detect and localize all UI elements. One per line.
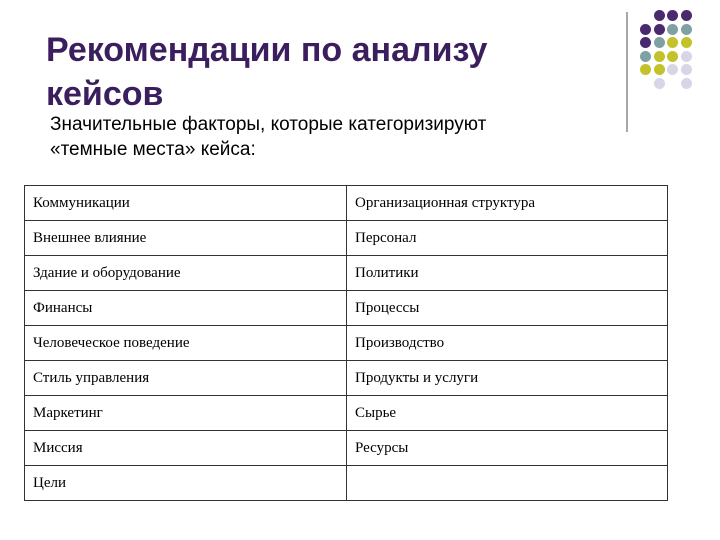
decorative-dot xyxy=(667,64,678,75)
decorative-dot xyxy=(667,10,678,21)
slide-title-line-1: Рекомендации по анализу xyxy=(46,31,488,69)
decorative-dot xyxy=(654,78,665,89)
table-row xyxy=(25,396,668,431)
table-cell-left: Финансы xyxy=(25,291,347,326)
decorative-dot-grid xyxy=(640,10,720,120)
table-cell-left: Коммуникации xyxy=(25,186,347,221)
table-cell-right: Производство xyxy=(347,326,668,361)
table-cell-right: Процессы xyxy=(347,291,668,326)
decorative-dot xyxy=(654,37,665,48)
decorative-dot xyxy=(640,24,651,35)
table-row xyxy=(25,221,668,256)
decorative-dot xyxy=(681,78,692,89)
decorative-dot xyxy=(681,51,692,62)
slide-subtitle-line-2: «темные места» кейса: xyxy=(50,139,256,160)
decorative-dot xyxy=(681,24,692,35)
factors-table-body xyxy=(25,186,668,501)
table-row xyxy=(25,256,668,291)
table-cell-right: Организационная структура xyxy=(347,186,668,221)
decorative-dot xyxy=(640,64,651,75)
table-cell-right: Продукты и услуги xyxy=(347,361,668,396)
decorative-dot xyxy=(667,24,678,35)
table-cell-left: Здание и оборудование xyxy=(25,256,347,291)
table-cell-left: Внешнее влияние xyxy=(25,221,347,256)
table-cell-left: Человеческое поведение xyxy=(25,326,347,361)
table-cell-left: Маркетинг xyxy=(25,396,347,431)
slide-title xyxy=(46,28,566,116)
table-row xyxy=(25,186,668,221)
decorative-dot xyxy=(654,51,665,62)
decorative-dot xyxy=(654,24,665,35)
table-row xyxy=(25,466,668,501)
slide-title-line-2: кейсов xyxy=(46,75,164,113)
table-row xyxy=(25,361,668,396)
table-cell-right: Ресурсы xyxy=(347,431,668,466)
table-cell-right: Персонал xyxy=(347,221,668,256)
factors-table-container xyxy=(24,185,668,501)
decorative-dot xyxy=(654,10,665,21)
table-cell-left: Цели xyxy=(25,466,347,501)
table-row xyxy=(25,291,668,326)
decorative-dot xyxy=(640,37,651,48)
table-cell-right: Сырье xyxy=(347,396,668,431)
table-cell-left: Стиль управления xyxy=(25,361,347,396)
decorative-dot xyxy=(640,51,651,62)
slide-subtitle-line-1: Значительные факторы, которые категоризируют xyxy=(50,114,487,135)
decorative-dot xyxy=(681,64,692,75)
table-cell-right xyxy=(347,466,668,501)
table-cell-left: Миссия xyxy=(25,431,347,466)
table-row xyxy=(25,326,668,361)
decorative-divider xyxy=(626,12,628,132)
table-row xyxy=(25,431,668,466)
decorative-dot xyxy=(667,51,678,62)
slide-subtitle xyxy=(50,112,590,162)
decorative-dot xyxy=(654,64,665,75)
table-cell-right: Политики xyxy=(347,256,668,291)
factors-table xyxy=(24,185,668,501)
decorative-dot xyxy=(667,37,678,48)
decorative-dot xyxy=(681,10,692,21)
decorative-dot xyxy=(681,37,692,48)
